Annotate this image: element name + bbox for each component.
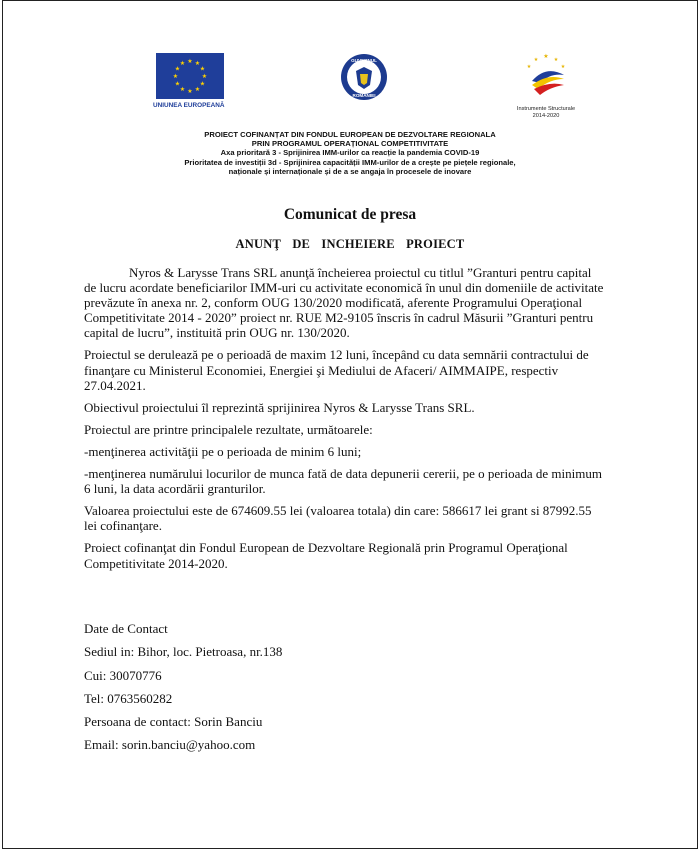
instrumente-structurale-logo — [511, 51, 581, 119]
paragraph-value: Valoarea proiectului este de 674609.55 lei (valoarea totala) din care: 586617 lei grant si 87992.55 lei cofinanţare. — [84, 503, 592, 534]
header-line-5: naționale și internaționale și de a se angaja în procesele de inovare — [228, 166, 472, 176]
paragraph-cofinancing: Proiect cofinanţat din Fondul European de Dezvoltare Regională prin Programul Operaţional Competitivitate 2014-2020. — [84, 540, 568, 571]
gov-text-top: GUVERNUL — [351, 58, 377, 63]
svg-text:★: ★ — [199, 81, 206, 88]
paragraph-announcement: Nyros & Larysse Trans SRL anunţă încheierea proiectul cu titlul ”Granturi pentru capital de lucru acordate beneficiarilor IMM-uri cu activitate economică în unul din domeniile de activitate prevăzute în anexa nr. 2, conform OUG 130/2020 modificată, aferente Programului Operaţional Competitivitate 2014 - 2020” proiect nr. RUE M2-9105 înscris în cadrul Măsurii ”Granturi pentru capital de lucru”, instituită prin OUG nr. 130/2020. — [84, 265, 604, 341]
svg-text:★: ★ — [194, 61, 201, 67]
gov-text-bottom: ROMÂNIEI — [352, 93, 376, 98]
contact-address: Sediul in: Bihor, loc. Pietroasa, nr.138 — [84, 644, 283, 660]
document-title: Comunicat de presa — [283, 206, 417, 223]
paragraph-result-2: -menţinerea numărului locurilor de munca fată de data depunerii cererii, pe o perioada de minimum 6 luni, la data acordării granturilor. — [84, 466, 602, 497]
svg-text:★: ★ — [194, 87, 201, 93]
svg-text:★: ★ — [187, 59, 193, 65]
header-line-4: Prioritatea de investiții 3d - Sprijinirea capacității IMM-urilor de a crește pe piețele regionale, — [184, 157, 516, 167]
svg-text:★: ★ — [543, 54, 549, 60]
contact-person: Persoana de contact: Sorin Banciu — [84, 714, 263, 730]
svg-text:★: ★ — [533, 58, 539, 63]
contact-email-link[interactable]: sorin.banciu@yahoo.com — [121, 737, 256, 753]
header-line-3: Axa prioritară 3 - Sprijinirea IMM-urilor ca reacție la pandemia COVID-19 — [220, 148, 480, 158]
paragraph-results-intro: Proiectul are printre principalele rezultate, următoarele: — [84, 421, 373, 437]
contact-cui: Cui: 30070776 — [84, 667, 162, 683]
header-line-2: PRIN PROGRAMUL OPERAȚIONAL COMPETITIVITATE — [251, 139, 449, 149]
svg-text:★: ★ — [179, 87, 186, 93]
instrumente-label-line2: 2014-2020 — [532, 112, 560, 119]
project-header — [3, 130, 697, 176]
paragraph-result-1: -menţinerea activităţii pe o perioada de minim 6 luni; — [84, 443, 362, 459]
paragraph-duration: Proiectul se derulează pe o perioadă de maxim 12 luni, începând cu data semnării contractului de finanţare cu Ministerul Economiei, Energiei şi Mediului de Afaceri/ AIMMAIPE, respectiv 27.04.2021. — [84, 347, 589, 393]
paragraph-objective: Obiectivul proiectului îl reprezintă sprijinirea Nyros & Larysse Trans SRL. — [84, 399, 475, 415]
contact-tel: Tel: 0763560282 — [84, 690, 173, 706]
header-line-1: PROIECT COFINANȚAT DIN FONDUL EUROPEAN DE DEZVOLTARE REGIONALA — [204, 130, 496, 139]
contact-heading: Date de Contact — [84, 621, 168, 636]
svg-text:★: ★ — [179, 61, 186, 67]
svg-text:★: ★ — [553, 58, 559, 63]
svg-text:★: ★ — [174, 66, 181, 73]
svg-text:★: ★ — [201, 74, 208, 80]
svg-text:★: ★ — [199, 66, 206, 73]
eu-logo — [153, 53, 227, 109]
eu-label: UNIUNEA EUROPEANĂ — [153, 102, 225, 109]
svg-text:★: ★ — [526, 65, 532, 70]
document-body — [84, 265, 604, 578]
contact-block — [84, 621, 604, 761]
contact-email-row — [84, 737, 604, 760]
document-subtitle: ANUNŢ DE INCHEIERE PROIECT — [235, 237, 465, 251]
svg-text:★: ★ — [174, 81, 181, 88]
contact-email-label: Email: — [84, 737, 122, 753]
svg-text:★: ★ — [172, 74, 179, 80]
romanian-government-seal-icon — [340, 53, 388, 101]
instrumente-structurale-icon — [520, 51, 572, 99]
eu-flag-icon — [156, 53, 224, 99]
instrumente-label-line1: Instrumente Structurale — [516, 106, 576, 112]
document-page — [2, 0, 698, 849]
svg-text:★: ★ — [187, 89, 193, 95]
svg-text:★: ★ — [560, 65, 566, 70]
logo-strip — [3, 1, 697, 126]
